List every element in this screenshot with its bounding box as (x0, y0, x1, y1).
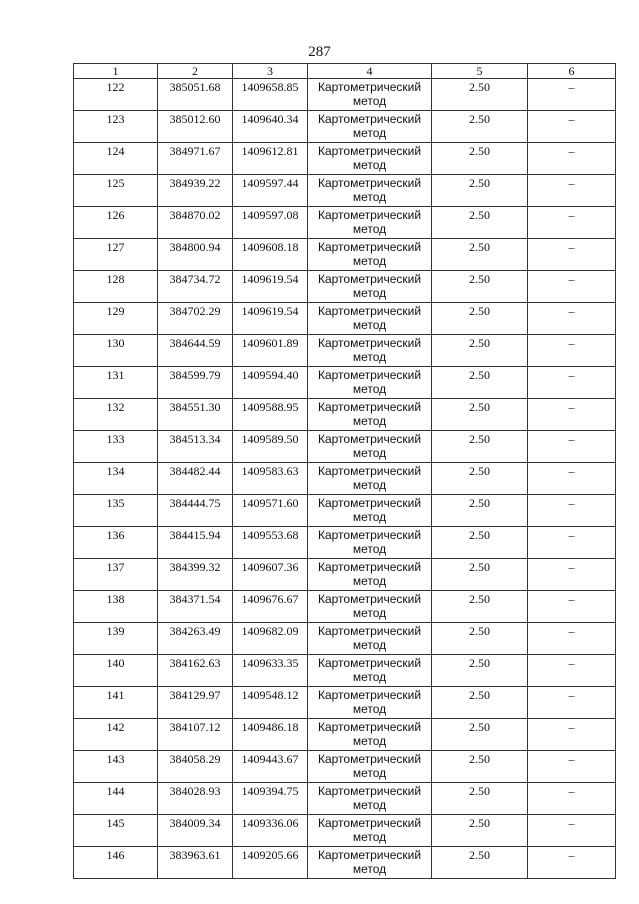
accuracy-cell: 2.50 (432, 655, 528, 687)
y-coordinate-cell: 1409607.36 (233, 559, 308, 591)
method-cell (308, 367, 432, 399)
method-cell (308, 79, 432, 111)
point-number-cell: 141 (74, 687, 158, 719)
method-label-line1: Картометрический (317, 464, 422, 478)
note-cell: – (528, 591, 616, 623)
method-cell (308, 335, 432, 367)
y-coordinate-cell: 1409548.12 (233, 687, 308, 719)
table-row (74, 399, 616, 431)
table-row (74, 207, 616, 239)
method-label-line2: метод (352, 478, 387, 492)
table-row (74, 815, 616, 847)
method-label-line1: Картометрический (317, 144, 422, 158)
method-label-line1: Картометрический (317, 368, 422, 382)
x-coordinate-cell: 384800.94 (158, 239, 233, 271)
table-row (74, 559, 616, 591)
y-coordinate-cell: 1409658.85 (233, 79, 308, 111)
x-coordinate-cell: 384734.72 (158, 271, 233, 303)
x-coordinate-cell: 384971.67 (158, 143, 233, 175)
table-row (74, 239, 616, 271)
method-label-line1: Картометрический (317, 848, 422, 862)
y-coordinate-cell: 1409589.50 (233, 431, 308, 463)
y-coordinate-cell: 1409612.81 (233, 143, 308, 175)
method-label-line1: Картометрический (317, 400, 422, 414)
method-label-line2: метод (352, 798, 387, 812)
point-number-cell: 132 (74, 399, 158, 431)
column-header: 5 (432, 64, 528, 79)
method-label-line1: Картометрический (317, 528, 422, 542)
coordinates-table (73, 63, 616, 879)
accuracy-cell: 2.50 (432, 783, 528, 815)
x-coordinate-cell: 384058.29 (158, 751, 233, 783)
accuracy-cell: 2.50 (432, 335, 528, 367)
method-cell (308, 783, 432, 815)
y-coordinate-cell: 1409640.34 (233, 111, 308, 143)
table-row (74, 143, 616, 175)
method-label-line2: метод (352, 382, 387, 396)
note-cell: – (528, 303, 616, 335)
note-cell: – (528, 559, 616, 591)
note-cell: – (528, 719, 616, 751)
point-number-cell: 142 (74, 719, 158, 751)
y-coordinate-cell: 1409608.18 (233, 239, 308, 271)
table-row (74, 847, 616, 879)
method-cell (308, 111, 432, 143)
column-header: 2 (158, 64, 233, 79)
note-cell: – (528, 847, 616, 879)
y-coordinate-cell: 1409553.68 (233, 527, 308, 559)
y-coordinate-cell: 1409633.35 (233, 655, 308, 687)
page-number: 287 (308, 44, 331, 60)
x-coordinate-cell: 385051.68 (158, 79, 233, 111)
table-row (74, 719, 616, 751)
x-coordinate-cell: 384028.93 (158, 783, 233, 815)
method-label-line1: Картометрический (317, 816, 422, 830)
method-cell (308, 143, 432, 175)
x-coordinate-cell: 384263.49 (158, 623, 233, 655)
y-coordinate-cell: 1409682.09 (233, 623, 308, 655)
accuracy-cell: 2.50 (432, 367, 528, 399)
method-label-line1: Картометрический (317, 112, 422, 126)
accuracy-cell: 2.50 (432, 239, 528, 271)
method-cell (308, 463, 432, 495)
table-row (74, 495, 616, 527)
method-cell (308, 719, 432, 751)
method-label-line2: метод (352, 350, 387, 364)
table-row (74, 367, 616, 399)
method-label-line2: метод (352, 126, 387, 140)
accuracy-cell: 2.50 (432, 527, 528, 559)
note-cell: – (528, 431, 616, 463)
accuracy-cell: 2.50 (432, 591, 528, 623)
accuracy-cell: 2.50 (432, 111, 528, 143)
note-cell: – (528, 335, 616, 367)
method-cell (308, 591, 432, 623)
x-coordinate-cell: 384107.12 (158, 719, 233, 751)
method-label-line2: метод (352, 286, 387, 300)
y-coordinate-cell: 1409601.89 (233, 335, 308, 367)
method-cell (308, 239, 432, 271)
method-label-line1: Картометрический (317, 592, 422, 606)
table-row (74, 111, 616, 143)
table-row (74, 175, 616, 207)
accuracy-cell: 2.50 (432, 815, 528, 847)
method-label-line2: метод (352, 254, 387, 268)
x-coordinate-cell: 384599.79 (158, 367, 233, 399)
method-label-line2: метод (352, 734, 387, 748)
header-row (74, 64, 616, 79)
point-number-cell: 125 (74, 175, 158, 207)
y-coordinate-cell: 1409583.63 (233, 463, 308, 495)
column-header: 3 (233, 64, 308, 79)
point-number-cell: 130 (74, 335, 158, 367)
method-label-line1: Картометрический (317, 624, 422, 638)
y-coordinate-cell: 1409571.60 (233, 495, 308, 527)
method-label-line1: Картометрический (317, 432, 422, 446)
table-row (74, 303, 616, 335)
accuracy-cell: 2.50 (432, 79, 528, 111)
column-header: 4 (308, 64, 432, 79)
point-number-cell: 126 (74, 207, 158, 239)
table-row (74, 79, 616, 111)
point-number-cell: 134 (74, 463, 158, 495)
accuracy-cell: 2.50 (432, 623, 528, 655)
method-label-line2: метод (352, 318, 387, 332)
column-header: 6 (528, 64, 616, 79)
note-cell: – (528, 367, 616, 399)
method-label-line2: метод (352, 158, 387, 172)
point-number-cell: 123 (74, 111, 158, 143)
table-row (74, 623, 616, 655)
note-cell: – (528, 399, 616, 431)
note-cell: – (528, 143, 616, 175)
method-cell (308, 815, 432, 847)
method-label-line2: метод (352, 542, 387, 556)
method-cell (308, 399, 432, 431)
method-cell (308, 559, 432, 591)
method-cell (308, 207, 432, 239)
x-coordinate-cell: 384702.29 (158, 303, 233, 335)
point-number-cell: 128 (74, 271, 158, 303)
x-coordinate-cell: 384009.34 (158, 815, 233, 847)
method-label-line2: метод (352, 94, 387, 108)
accuracy-cell: 2.50 (432, 495, 528, 527)
x-coordinate-cell: 384870.02 (158, 207, 233, 239)
accuracy-cell: 2.50 (432, 847, 528, 879)
y-coordinate-cell: 1409205.66 (233, 847, 308, 879)
method-cell (308, 687, 432, 719)
point-number-cell: 137 (74, 559, 158, 591)
accuracy-cell: 2.50 (432, 143, 528, 175)
table-row (74, 783, 616, 815)
method-label-line1: Картометрический (317, 496, 422, 510)
method-cell (308, 175, 432, 207)
accuracy-cell: 2.50 (432, 175, 528, 207)
accuracy-cell: 2.50 (432, 559, 528, 591)
method-label-line2: метод (352, 606, 387, 620)
x-coordinate-cell: 384482.44 (158, 463, 233, 495)
accuracy-cell: 2.50 (432, 431, 528, 463)
method-cell (308, 655, 432, 687)
point-number-cell: 131 (74, 367, 158, 399)
table-row (74, 655, 616, 687)
method-label-line1: Картометрический (317, 80, 422, 94)
y-coordinate-cell: 1409597.08 (233, 207, 308, 239)
y-coordinate-cell: 1409336.06 (233, 815, 308, 847)
accuracy-cell: 2.50 (432, 303, 528, 335)
method-label-line2: метод (352, 574, 387, 588)
method-label-line2: метод (352, 446, 387, 460)
point-number-cell: 136 (74, 527, 158, 559)
y-coordinate-cell: 1409443.67 (233, 751, 308, 783)
y-coordinate-cell: 1409594.40 (233, 367, 308, 399)
point-number-cell: 127 (74, 239, 158, 271)
x-coordinate-cell: 384551.30 (158, 399, 233, 431)
y-coordinate-cell: 1409676.67 (233, 591, 308, 623)
method-label-line2: метод (352, 638, 387, 652)
note-cell: – (528, 527, 616, 559)
method-label-line2: метод (352, 702, 387, 716)
point-number-cell: 124 (74, 143, 158, 175)
method-label-line2: метод (352, 222, 387, 236)
point-number-cell: 144 (74, 783, 158, 815)
note-cell: – (528, 207, 616, 239)
table-row (74, 591, 616, 623)
method-label-line1: Картометрический (317, 784, 422, 798)
note-cell: – (528, 655, 616, 687)
point-number-cell: 146 (74, 847, 158, 879)
accuracy-cell: 2.50 (432, 463, 528, 495)
method-cell (308, 623, 432, 655)
method-label-line1: Картометрический (317, 240, 422, 254)
point-number-cell: 135 (74, 495, 158, 527)
x-coordinate-cell: 384513.34 (158, 431, 233, 463)
x-coordinate-cell: 384371.54 (158, 591, 233, 623)
y-coordinate-cell: 1409619.54 (233, 303, 308, 335)
method-label-line2: метод (352, 414, 387, 428)
table-row (74, 271, 616, 303)
y-coordinate-cell: 1409619.54 (233, 271, 308, 303)
x-coordinate-cell: 384939.22 (158, 175, 233, 207)
method-label-line1: Картометрический (317, 176, 422, 190)
table-row (74, 463, 616, 495)
table-row (74, 431, 616, 463)
note-cell: – (528, 463, 616, 495)
x-coordinate-cell: 384399.32 (158, 559, 233, 591)
x-coordinate-cell: 384644.59 (158, 335, 233, 367)
y-coordinate-cell: 1409588.95 (233, 399, 308, 431)
method-cell (308, 271, 432, 303)
point-number-cell: 133 (74, 431, 158, 463)
method-label-line1: Картометрический (317, 656, 422, 670)
method-label-line2: метод (352, 862, 387, 876)
note-cell: – (528, 751, 616, 783)
accuracy-cell: 2.50 (432, 399, 528, 431)
point-number-cell: 145 (74, 815, 158, 847)
x-coordinate-cell: 384444.75 (158, 495, 233, 527)
note-cell: – (528, 111, 616, 143)
x-coordinate-cell: 384415.94 (158, 527, 233, 559)
y-coordinate-cell: 1409597.44 (233, 175, 308, 207)
point-number-cell: 129 (74, 303, 158, 335)
method-label-line1: Картометрический (317, 304, 422, 318)
method-label-line2: метод (352, 190, 387, 204)
method-cell (308, 751, 432, 783)
y-coordinate-cell: 1409486.18 (233, 719, 308, 751)
note-cell: – (528, 687, 616, 719)
point-number-cell: 143 (74, 751, 158, 783)
note-cell: – (528, 783, 616, 815)
method-label-line1: Картометрический (317, 560, 422, 574)
note-cell: – (528, 623, 616, 655)
note-cell: – (528, 239, 616, 271)
point-number-cell: 138 (74, 591, 158, 623)
x-coordinate-cell: 383963.61 (158, 847, 233, 879)
method-label-line2: метод (352, 670, 387, 684)
table-row (74, 335, 616, 367)
method-label-line2: метод (352, 766, 387, 780)
note-cell: – (528, 79, 616, 111)
accuracy-cell: 2.50 (432, 751, 528, 783)
column-header: 1 (74, 64, 158, 79)
method-cell (308, 527, 432, 559)
accuracy-cell: 2.50 (432, 687, 528, 719)
point-number-cell: 139 (74, 623, 158, 655)
point-number-cell: 122 (74, 79, 158, 111)
accuracy-cell: 2.50 (432, 271, 528, 303)
method-label-line1: Картометрический (317, 336, 422, 350)
note-cell: – (528, 175, 616, 207)
method-cell (308, 847, 432, 879)
method-cell (308, 303, 432, 335)
note-cell: – (528, 271, 616, 303)
method-label-line1: Картометрический (317, 208, 422, 222)
table-row (74, 687, 616, 719)
method-label-line1: Картометрический (317, 720, 422, 734)
y-coordinate-cell: 1409394.75 (233, 783, 308, 815)
accuracy-cell: 2.50 (432, 207, 528, 239)
method-cell (308, 495, 432, 527)
x-coordinate-cell: 384129.97 (158, 687, 233, 719)
note-cell: – (528, 495, 616, 527)
x-coordinate-cell: 384162.63 (158, 655, 233, 687)
method-cell (308, 431, 432, 463)
table-body (74, 79, 616, 879)
method-label-line1: Картометрический (317, 752, 422, 766)
method-label-line2: метод (352, 510, 387, 524)
accuracy-cell: 2.50 (432, 719, 528, 751)
table-row (74, 527, 616, 559)
note-cell: – (528, 815, 616, 847)
method-label-line1: Картометрический (317, 272, 422, 286)
table-row (74, 751, 616, 783)
point-number-cell: 140 (74, 655, 158, 687)
method-label-line2: метод (352, 830, 387, 844)
x-coordinate-cell: 385012.60 (158, 111, 233, 143)
method-label-line1: Картометрический (317, 688, 422, 702)
